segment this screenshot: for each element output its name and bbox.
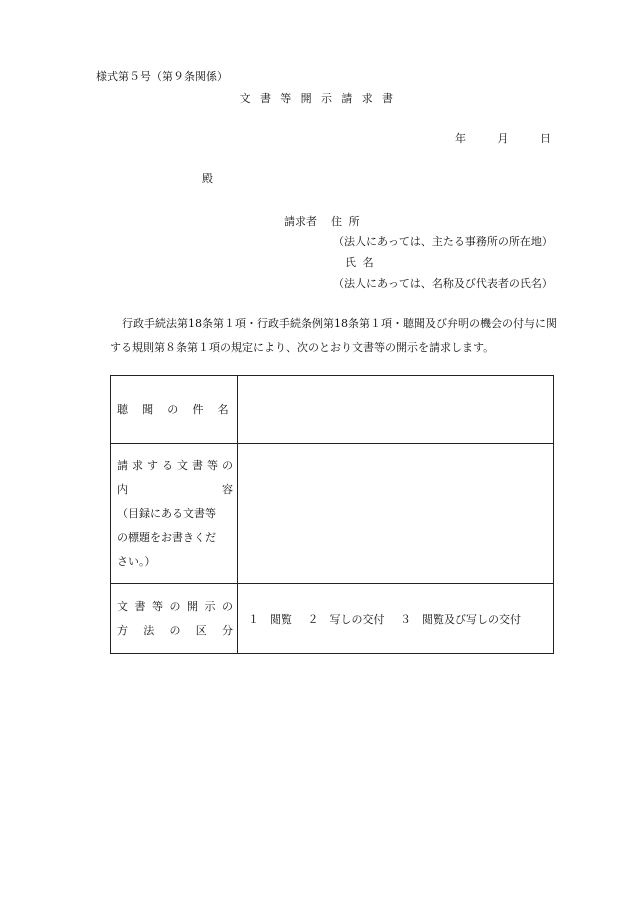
hearing-subject-label-cell — [111, 376, 238, 444]
date-line — [455, 130, 551, 146]
date-month: 月 — [497, 132, 509, 145]
requested-documents-note-line1: （目録にある文書等 — [117, 506, 216, 520]
method-option-inspection-and-copy[interactable]: ３ 閲覧及び写しの交付 — [400, 612, 521, 626]
addressee-suffix: 殿 — [202, 172, 213, 185]
method-option-inspection[interactable]: １ 閲覧 — [248, 612, 292, 626]
document-title: 文書等開示請求書 — [239, 92, 403, 105]
requester-label: 請求者 — [284, 215, 317, 228]
table-row-requested-documents — [111, 444, 554, 584]
method-option-copy[interactable]: ２ 写しの交付 — [307, 612, 385, 626]
address-note: （法人にあっては、主たる事務所の所在地） — [333, 235, 553, 248]
requested-documents-label-line2: 内 容 — [117, 482, 233, 496]
table-row-disclosure-method — [111, 584, 554, 654]
disclosure-method-options — [238, 584, 554, 654]
requested-documents-field[interactable] — [238, 444, 554, 584]
date-day: 日 — [540, 132, 551, 145]
body-paragraph: 行政手続法第18条第１項・行政手続条例第18条第１項・聴聞及び弁明の機会の付与に関する規則第８条第１項の規定により、次のとおり文書等の開示を請求します。 — [110, 317, 557, 354]
hearing-subject-field[interactable] — [238, 376, 554, 444]
name-label: 氏名 — [345, 256, 381, 269]
disclosure-method-label-line1: 文書等の開示の — [117, 599, 233, 613]
table-row-hearing-subject — [111, 376, 554, 444]
requested-documents-note-line3: さい。） — [117, 554, 156, 568]
disclosure-method-label-cell — [111, 584, 238, 654]
address-label: 住所 — [331, 215, 367, 228]
request-table — [110, 375, 554, 654]
requested-documents-note-line2: の標題をお書きくだ — [117, 530, 216, 544]
form-number: 様式第５号（第９条関係） — [96, 70, 228, 83]
name-note: （法人にあっては、名称及び代表者の氏名） — [333, 277, 553, 290]
requested-documents-label-line1: 請求する文書等の — [117, 458, 233, 472]
date-year: 年 — [455, 132, 466, 145]
disclosure-method-label-line2: 方法の区分 — [117, 623, 233, 637]
hearing-subject-label: 聴聞の件名 — [117, 402, 233, 416]
requested-documents-label-cell — [111, 444, 238, 584]
